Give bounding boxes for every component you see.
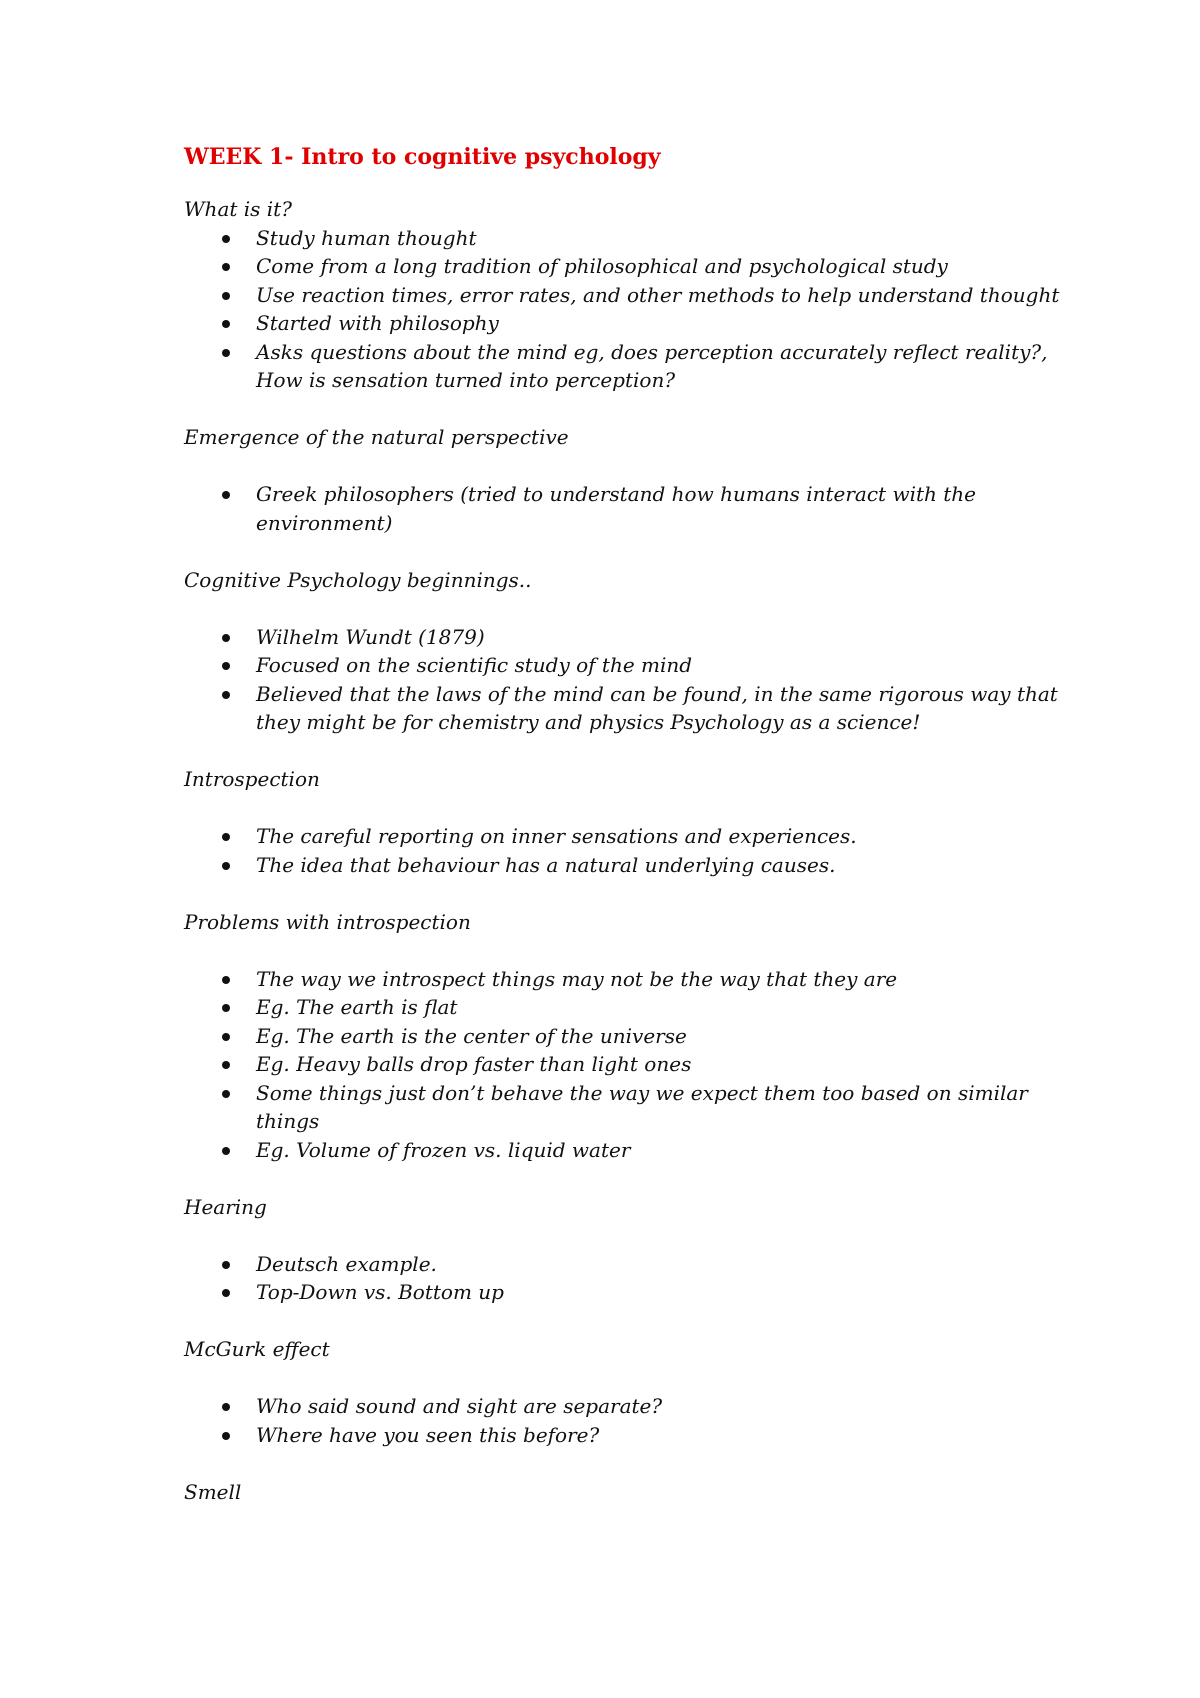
section-problems-introspection	[184, 908, 1064, 1165]
bullet-icon	[222, 1289, 230, 1297]
bullet-icon	[222, 292, 230, 300]
bullet-icon	[222, 1061, 230, 1069]
section-natural-perspective	[184, 423, 1064, 537]
list-item	[184, 1079, 1064, 1136]
list-item	[184, 309, 1064, 338]
bullet-list	[184, 623, 1064, 737]
section-heading: Problems with introspection	[184, 909, 471, 934]
bullet-list	[184, 965, 1064, 1165]
bullet-list	[184, 1392, 1064, 1449]
document-body	[184, 143, 1064, 1506]
bullet-icon	[222, 1004, 230, 1012]
list-item	[184, 651, 1064, 680]
list-item	[184, 1022, 1064, 1051]
section-hearing	[184, 1193, 1064, 1307]
bullet-icon	[222, 976, 230, 984]
document-title: WEEK 1- Intro to cognitive psychology	[184, 144, 661, 170]
list-item	[184, 480, 1064, 537]
bullet-icon	[222, 662, 230, 670]
section-heading: What is it?	[184, 197, 292, 221]
list-item-text: Some things just don’t behave the way we expect them too based on similar things	[256, 1080, 1028, 1133]
list-item	[184, 1392, 1064, 1421]
list-item-text: Wilhelm Wundt (1879)	[256, 624, 485, 649]
list-item-text: Started with philosophy	[256, 311, 499, 335]
list-item-text: Deutsch example.	[256, 1251, 437, 1276]
bullet-icon	[222, 235, 230, 243]
bullet-icon	[222, 862, 230, 870]
bullet-icon	[222, 1090, 230, 1098]
list-item	[184, 965, 1064, 994]
section-heading: Smell	[184, 1479, 242, 1504]
list-item	[184, 224, 1064, 253]
bullet-list	[184, 1250, 1064, 1307]
list-item	[184, 1250, 1064, 1279]
bullet-icon	[222, 320, 230, 328]
list-item-text: Focused on the scientific study of the mind	[256, 653, 693, 677]
list-item-text: Where have you seen this before?	[256, 1422, 600, 1447]
list-item-text: Eg. The earth is flat	[256, 995, 458, 1019]
list-item-text: The way we introspect things may not be the way that they are	[256, 966, 898, 991]
list-item-text: Believed that the laws of the mind can be found, in the same rigorous way that they might be for chemistry and physics Psychology as a science!	[256, 681, 1058, 734]
bullet-icon	[222, 1147, 230, 1155]
bullet-icon	[222, 263, 230, 271]
list-item-text: Eg. Volume of frozen vs. liquid water	[256, 1137, 631, 1162]
list-item	[184, 993, 1064, 1022]
section-heading: Cognitive Psychology beginnings..	[184, 567, 532, 592]
list-item	[184, 1050, 1064, 1079]
list-item-text: Study human thought	[256, 225, 477, 250]
section-mcgurk	[184, 1335, 1064, 1449]
section-what-is-it	[184, 195, 1064, 395]
bullet-icon	[222, 1403, 230, 1411]
bullet-icon	[222, 349, 230, 357]
list-item-text: Eg. Heavy balls drop faster than light ones	[256, 1052, 692, 1076]
section-heading: Emergence of the natural perspective	[184, 425, 569, 449]
list-item-text: The careful reporting on inner sensations and experiences.	[256, 824, 857, 848]
list-item	[184, 851, 1064, 880]
list-item	[184, 623, 1064, 652]
bullet-icon	[222, 634, 230, 642]
section-smell	[184, 1478, 1064, 1507]
list-item	[184, 1278, 1064, 1307]
bullet-icon	[222, 1261, 230, 1269]
section-heading: Hearing	[184, 1194, 267, 1219]
list-item	[184, 1136, 1064, 1165]
section-introspection	[184, 765, 1064, 879]
list-item-text: Use reaction times, error rates, and other methods to help understand thought	[256, 282, 1060, 307]
list-item	[184, 680, 1064, 737]
list-item	[184, 822, 1064, 851]
list-item-text: Who said sound and sight are separate?	[256, 1394, 663, 1418]
list-item	[184, 1421, 1064, 1450]
bullet-list	[184, 224, 1064, 395]
list-item	[184, 252, 1064, 281]
bullet-icon	[222, 1033, 230, 1041]
bullet-icon	[222, 1432, 230, 1440]
list-item	[184, 281, 1064, 310]
list-item	[184, 338, 1064, 395]
bullet-icon	[222, 691, 230, 699]
section-heading: Introspection	[184, 767, 320, 791]
bullet-icon	[222, 833, 230, 841]
section-cognitive-beginnings	[184, 566, 1064, 737]
list-item-text: The idea that behaviour has a natural underlying causes.	[256, 852, 836, 877]
list-item-text: Top-Down vs. Bottom up	[256, 1280, 504, 1304]
list-item-text: Come from a long tradition of philosophical and psychological study	[256, 254, 948, 278]
list-item-text: Eg. The earth is the center of the universe	[256, 1023, 687, 1048]
bullet-icon	[222, 491, 230, 499]
list-item-text: Greek philosophers (tried to understand how humans interact with the environment)	[256, 482, 976, 535]
list-item-text: Asks questions about the mind eg, does perception accurately reflect reality?, How is sensation turned into perception?	[256, 339, 1048, 392]
section-heading: McGurk effect	[184, 1337, 330, 1361]
bullet-list	[184, 822, 1064, 879]
bullet-list	[184, 480, 1064, 537]
